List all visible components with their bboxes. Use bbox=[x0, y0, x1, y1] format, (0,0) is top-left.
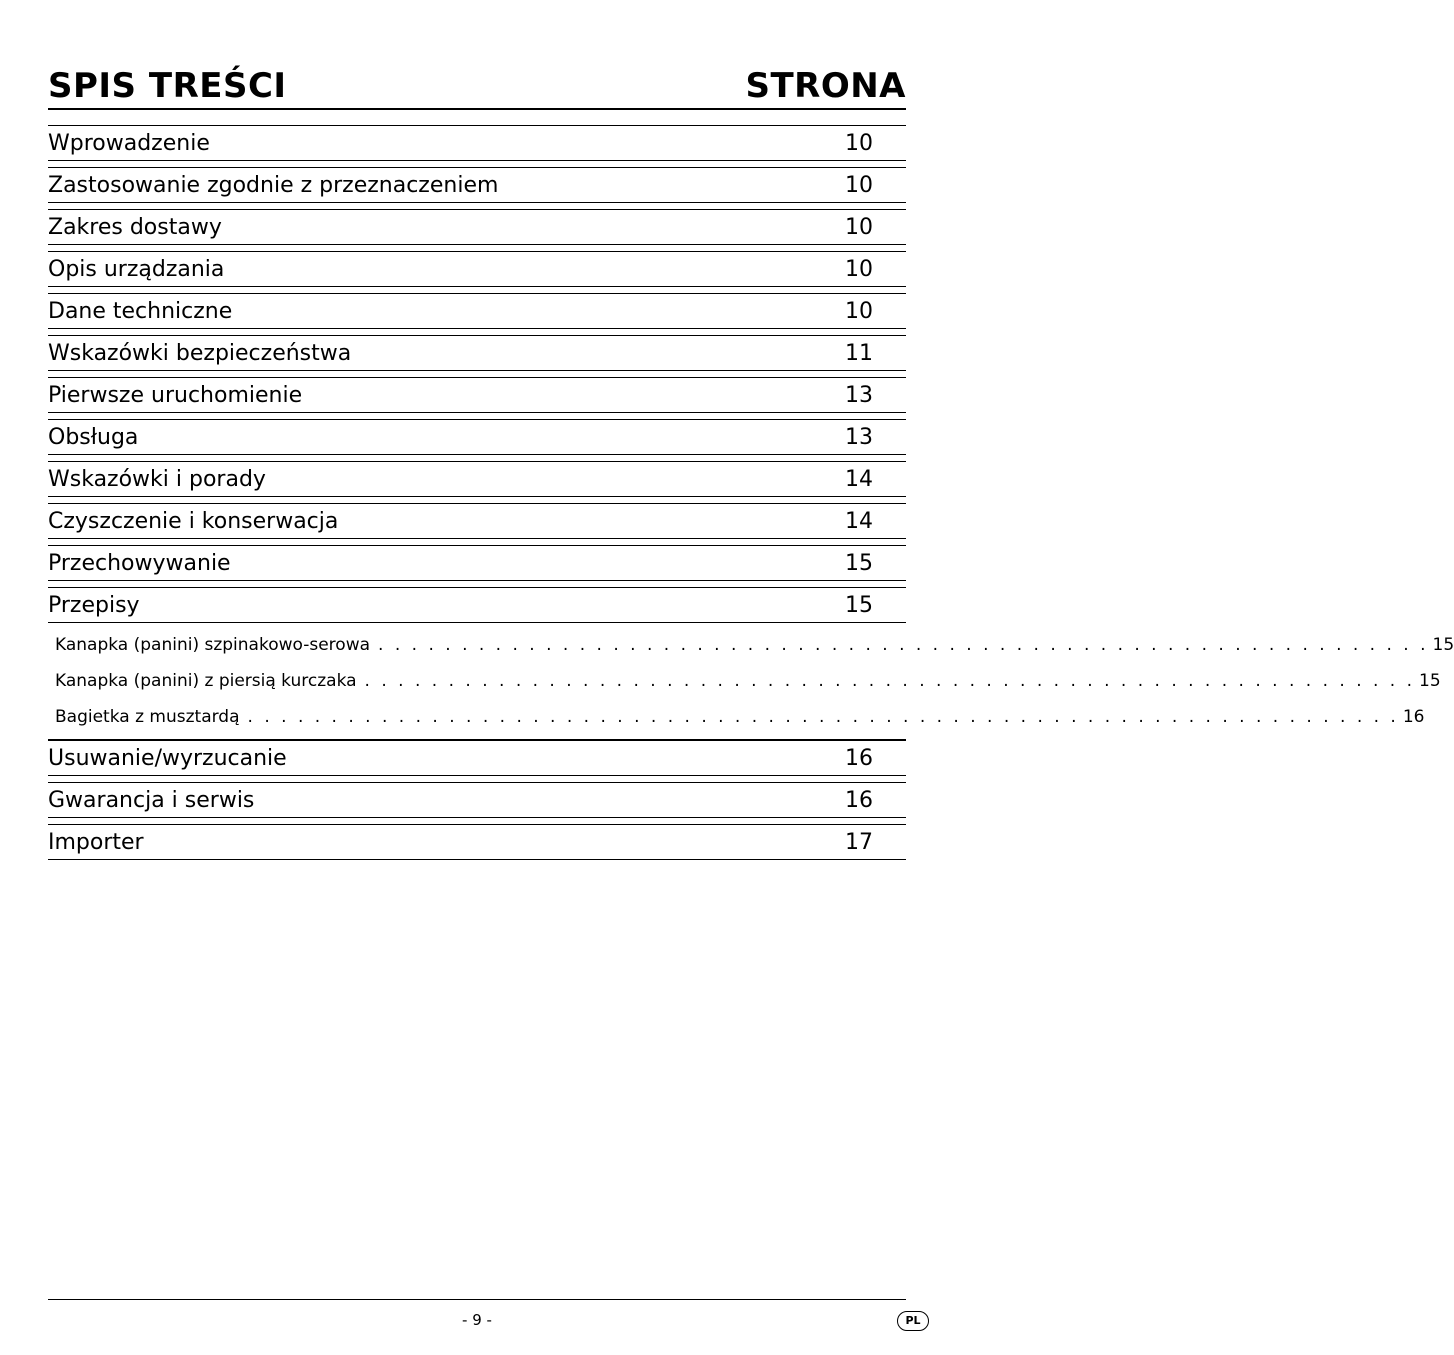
toc-entry-wskazowki-bezpieczenstwa[interactable] bbox=[48, 335, 906, 371]
toc-entry-wskazowki-i-porady[interactable] bbox=[48, 461, 906, 497]
toc-entry-page: 10 bbox=[845, 215, 873, 240]
toc-entry-page: 13 bbox=[845, 425, 873, 450]
toc-entry-page: 10 bbox=[845, 257, 873, 282]
toc-entry-dane-techniczne[interactable] bbox=[48, 293, 906, 329]
toc-subentry-page: 15 bbox=[1419, 671, 1441, 691]
toc-entry-wprowadzenie[interactable] bbox=[48, 125, 906, 161]
toc-entry-pierwsze-uruchomienie[interactable] bbox=[48, 377, 906, 413]
toc-entry-label: Wskazówki bezpieczeństwa bbox=[48, 341, 352, 366]
toc-entry-page: 17 bbox=[845, 830, 873, 855]
toc-entry-label: Obsługa bbox=[48, 425, 139, 450]
toc-entry-label: Czyszczenie i konserwacja bbox=[48, 509, 339, 534]
language-badge: PL bbox=[897, 1311, 929, 1331]
toc-entry-page: 10 bbox=[845, 299, 873, 324]
toc-subentry-label: Bagietka z musztardą bbox=[55, 707, 240, 727]
toc-entry-zastosowanie[interactable] bbox=[48, 167, 906, 203]
toc-entry-label: Usuwanie/wyrzucanie bbox=[48, 746, 287, 771]
toc-entry-label: Przechowywanie bbox=[48, 551, 231, 576]
toc-entry-opis-urzadzania[interactable] bbox=[48, 251, 906, 287]
toc-entry-page: 15 bbox=[845, 593, 873, 618]
dot-leader: . . . . . . . . . . . . . . . . . . . . . . . . . . . . . . . . . . . . . . . . . . . . . . . . . . . . . . . . . . . . . . . bbox=[364, 671, 1416, 691]
toc-entry-label: Wskazówki i porady bbox=[48, 467, 266, 492]
page-number: - 9 - bbox=[462, 1311, 492, 1329]
toc-header bbox=[48, 62, 906, 110]
toc-entry-importer[interactable] bbox=[48, 824, 906, 860]
toc-entry-page: 11 bbox=[845, 341, 873, 366]
table-of-contents bbox=[48, 125, 1454, 866]
toc-subentry-bagietka[interactable] bbox=[48, 699, 1425, 735]
toc-subentry-panini-kurczak[interactable] bbox=[48, 663, 1441, 699]
toc-entry-label: Opis urządzania bbox=[48, 257, 225, 282]
toc-entry-obsluga[interactable] bbox=[48, 419, 906, 455]
toc-entry-label: Gwarancja i serwis bbox=[48, 788, 255, 813]
toc-entry-page: 10 bbox=[845, 173, 873, 198]
toc-entry-usuwanie[interactable] bbox=[48, 740, 906, 776]
toc-subentry-page: 15 bbox=[1432, 635, 1454, 655]
toc-entry-page: 16 bbox=[845, 788, 873, 813]
toc-entry-page: 15 bbox=[845, 551, 873, 576]
toc-entry-page: 14 bbox=[845, 467, 873, 492]
toc-subentry-label: Kanapka (panini) z piersią kurczaka bbox=[55, 671, 357, 691]
footer-divider bbox=[48, 1299, 906, 1300]
toc-entry-page: 10 bbox=[845, 131, 873, 156]
toc-entry-label: Zakres dostawy bbox=[48, 215, 222, 240]
toc-entry-page: 16 bbox=[845, 746, 873, 771]
toc-entry-label: Pierwsze uruchomienie bbox=[48, 383, 303, 408]
toc-subentry-page: 16 bbox=[1402, 707, 1425, 727]
toc-subentry-panini-szpinak[interactable] bbox=[48, 627, 1454, 663]
page-column-heading: STRONA bbox=[745, 66, 906, 106]
toc-entry-przechowywanie[interactable] bbox=[48, 545, 906, 581]
recipes-subentries bbox=[48, 623, 1454, 740]
toc-entry-label: Importer bbox=[48, 830, 144, 855]
page-title: SPIS TREŚCI bbox=[48, 66, 287, 106]
toc-entry-gwarancja[interactable] bbox=[48, 782, 906, 818]
toc-entry-label: Dane techniczne bbox=[48, 299, 233, 324]
toc-entry-przepisy[interactable] bbox=[48, 587, 906, 623]
toc-entry-label: Przepisy bbox=[48, 593, 140, 618]
toc-entry-page: 13 bbox=[845, 383, 873, 408]
toc-entry-czyszczenie[interactable] bbox=[48, 503, 906, 539]
toc-entry-label: Wprowadzenie bbox=[48, 131, 210, 156]
toc-entry-page: 14 bbox=[845, 509, 873, 534]
dot-leader: . . . . . . . . . . . . . . . . . . . . . . . . . . . . . . . . . . . . . . . . . . . . . . . . . . . . . . . . . . . . . . . . . . . . . bbox=[247, 707, 1399, 727]
toc-entry-label: Zastosowanie zgodnie z przeznaczeniem bbox=[48, 173, 499, 198]
dot-leader: . . . . . . . . . . . . . . . . . . . . . . . . . . . . . . . . . . . . . . . . . . . . . . . . . . . . . . . . . . . . . . . bbox=[378, 635, 1429, 655]
toc-entry-zakres-dostawy[interactable] bbox=[48, 209, 906, 245]
toc-subentry-label: Kanapka (panini) szpinakowo-serowa bbox=[55, 635, 371, 655]
